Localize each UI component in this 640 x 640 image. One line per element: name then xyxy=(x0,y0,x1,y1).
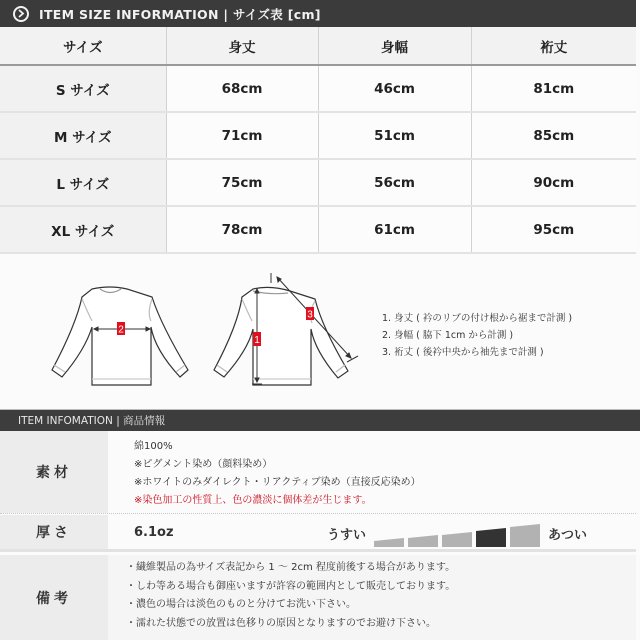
measurement-diagram xyxy=(30,265,370,395)
thickness-content xyxy=(108,515,636,549)
cell-sleeve: 81cm xyxy=(471,65,636,112)
table-row xyxy=(0,206,636,253)
legend-item: 2. 身幅 ( 脇下 1cm から計測 ) xyxy=(382,330,514,341)
thickness-value: 6.1oz xyxy=(134,524,174,540)
thickness-bars xyxy=(374,521,540,547)
size-section-header xyxy=(0,0,636,27)
thickness-bar-5 xyxy=(510,521,540,547)
cell-width: 51cm xyxy=(318,112,471,159)
cell-sleeve: 85cm xyxy=(471,112,636,159)
chevron-right-circle-icon xyxy=(13,6,29,22)
column-header-size: サイズ xyxy=(0,27,166,65)
note-line: ・しわ等ある場合も御座いますが許容の範囲内として販売しております。 xyxy=(126,580,456,592)
material-row xyxy=(0,431,636,514)
row-size-label: S サイズ xyxy=(0,65,166,112)
note-line: ・繊維製品の為サイズ表記から 1 ～ 2cm 程度前後する場合があります。 xyxy=(126,562,456,573)
measurement-legend xyxy=(382,310,572,361)
material-line: ※ピグメント染め（顔料染め） xyxy=(134,459,273,470)
legend-item: 3. 裄丈 ( 後衿中央から袖先まで計測 ) xyxy=(382,347,544,358)
row-size-label: XL サイズ xyxy=(0,206,166,253)
cell-length: 71cm xyxy=(166,112,318,159)
shirt-front-icon xyxy=(52,287,188,385)
table-row xyxy=(0,112,636,159)
thickness-bar-4-selected xyxy=(476,521,506,547)
thickness-bar-3 xyxy=(442,521,472,547)
note-line: ・濡れた状態での放置は色移りの原因となりますのでお避け下さい。 xyxy=(126,617,436,629)
cell-length: 68cm xyxy=(166,65,318,112)
material-line: ※ホワイトのみダイレクト・リアクティブ染め（直接反応染め） xyxy=(134,477,421,488)
svg-text:1: 1 xyxy=(254,335,260,346)
thickness-scale xyxy=(327,515,587,552)
thickness-bar-2 xyxy=(408,521,438,547)
thickness-row xyxy=(0,515,636,552)
thickness-high-label: あつい xyxy=(548,528,588,543)
cell-width: 61cm xyxy=(318,206,471,253)
notes-label: 備考 xyxy=(0,555,108,640)
cell-width: 46cm xyxy=(318,65,471,112)
row-size-label: M サイズ xyxy=(0,112,166,159)
column-header-length: 身丈 xyxy=(166,27,318,65)
table-row xyxy=(0,65,636,112)
row-size-label: L サイズ xyxy=(0,159,166,206)
notes-content xyxy=(108,555,636,640)
cell-length: 75cm xyxy=(166,159,318,206)
column-header-sleeve: 裄丈 xyxy=(471,27,636,65)
legend-item: 1. 身丈 ( 衿のリブの付け根から裾まで計測 ) xyxy=(382,313,573,324)
shirt-back-icon xyxy=(214,287,348,385)
material-content xyxy=(108,431,636,513)
note-line: ・濃色の場合は淡色のものと分けてお洗い下さい。 xyxy=(126,599,356,610)
cell-length: 78cm xyxy=(166,206,318,253)
notes-row xyxy=(0,555,636,640)
thickness-label: 厚さ xyxy=(0,515,108,549)
size-table-header-row xyxy=(0,27,636,65)
item-section-header xyxy=(0,409,640,431)
cell-sleeve: 95cm xyxy=(471,206,636,253)
material-line: 綿100% xyxy=(134,441,173,452)
thickness-bar-1 xyxy=(374,521,404,547)
size-table xyxy=(0,27,636,254)
cell-sleeve: 90cm xyxy=(471,159,636,206)
size-section-title: ITEM SIZE INFORMATION | サイズ表 [cm] xyxy=(39,6,321,22)
svg-text:2: 2 xyxy=(118,324,124,336)
material-warning: ※染色加工の性質上、色の濃淡に個体差が生じます。 xyxy=(134,495,372,506)
svg-text:3: 3 xyxy=(307,309,313,321)
item-section-title: ITEM INFOMATION | 商品情報 xyxy=(18,415,166,427)
cell-width: 56cm xyxy=(318,159,471,206)
column-header-width: 身幅 xyxy=(318,27,471,65)
material-label: 素材 xyxy=(0,431,108,513)
table-row xyxy=(0,159,636,206)
thickness-low-label: うすい xyxy=(327,528,367,543)
